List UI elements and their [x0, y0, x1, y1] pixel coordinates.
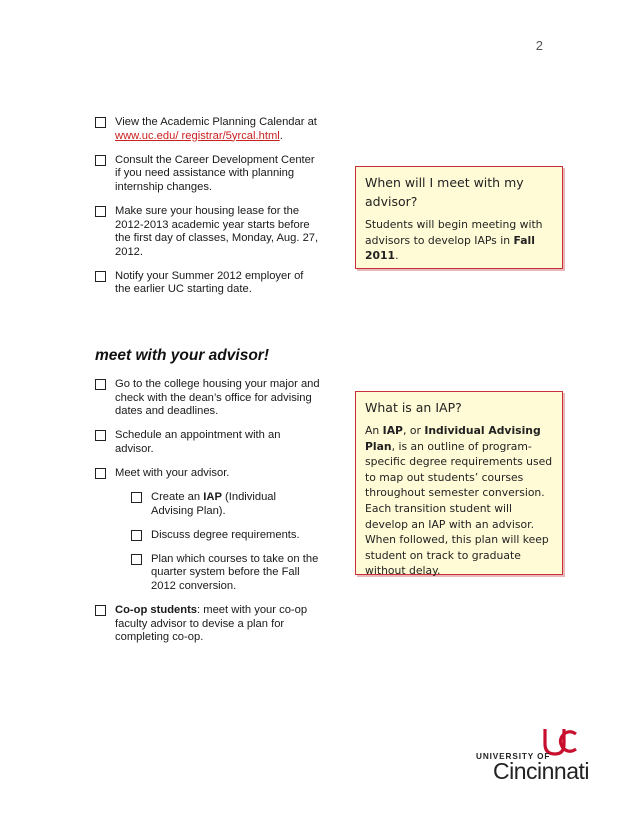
checklist-item: [95, 154, 320, 195]
callout-text: , is an outline of program-specific degree requirements used to map out students’ courses throughout semester conversion. Each transition student will develop an IAP with an advisor. When followed, this plan will keep student on track to graduate without delay.: [365, 439, 553, 578]
item-text: Create an: [151, 491, 204, 504]
item-text: View the Academic Planning Calendar at: [115, 116, 317, 128]
logo-cincinnati: Cincinnati: [493, 758, 589, 784]
checkbox-icon: [131, 492, 142, 503]
page-number: 2: [535, 38, 543, 53]
checklist-preparation: [95, 116, 320, 308]
checkbox-icon: [95, 605, 106, 616]
callout-text-bold: IAP: [382, 424, 403, 437]
item-text-end: .: [279, 129, 283, 142]
checklist-advisor: [95, 378, 320, 655]
calendar-link[interactable]: www.uc.edu/ registrar/5yrcal.html: [115, 129, 280, 142]
callout-title: When will I meet with my advisor?: [365, 175, 524, 209]
item-text: Consult the Career Development Center if you need assistance with planning internship changes.: [115, 153, 315, 193]
callout-body: [365, 217, 553, 264]
checkbox-icon: [95, 271, 106, 282]
callout-text: , or: [402, 424, 425, 437]
checklist-item: [95, 429, 320, 456]
logo-university-of: UNIVERSITY OF: [476, 752, 551, 761]
checklist-subitem: [131, 529, 320, 543]
item-text: Plan which courses to take on the quarter system before the Fall 2012 conversion.: [151, 552, 319, 593]
callout-text-bold: Individual Advising Plan: [365, 424, 541, 453]
callout-advisor-meeting: [355, 166, 563, 269]
item-text: Schedule an appointment with an advisor.: [115, 429, 281, 455]
callout-text: An: [365, 424, 383, 437]
callout-text: Students will begin meeting with advisors to develop IAPs in: [365, 218, 543, 247]
callout-title: What is an IAP?: [365, 400, 462, 415]
item-text: Go to the college housing your major and check with the dean’s office for advising dates and deadlines.: [115, 378, 320, 418]
callout-what-is-iap: [355, 391, 563, 578]
item-text: Notify your Summer 2012 employer of the earlier UC starting date.: [115, 269, 304, 296]
item-text: Discuss degree requirements.: [151, 528, 300, 541]
checklist-item: [95, 604, 320, 645]
checklist-item: [95, 270, 320, 297]
checklist-item: [95, 205, 320, 259]
checkbox-icon: [95, 379, 106, 390]
callout-text-bold: Fall 2011: [365, 233, 535, 263]
item-text-bold: IAP: [203, 491, 222, 504]
checkbox-icon: [131, 554, 142, 565]
checklist-item: [95, 467, 320, 481]
item-text-end: (Individual Advising Plan).: [151, 491, 277, 517]
checkbox-icon: [95, 117, 106, 128]
callout-text-end: .: [395, 249, 399, 263]
checkbox-icon: [131, 530, 142, 541]
item-text: Make sure your housing lease for the 2012-2013 academic year starts before the first day of classes, Monday, Aug. 27, 2012.: [115, 204, 319, 258]
checkbox-icon: [95, 206, 106, 217]
checklist-subitem: [131, 553, 320, 594]
checkbox-icon: [95, 468, 106, 479]
university-logo: [476, 727, 588, 782]
checklist-item: [95, 378, 320, 419]
item-text: : meet with your co-op faculty advisor to devise a plan for completing co-op.: [115, 604, 308, 644]
section-heading: meet with your advisor!: [95, 347, 269, 364]
item-text: Meet with your advisor.: [115, 466, 230, 479]
checklist-item: [95, 116, 320, 143]
checkbox-icon: [95, 430, 106, 441]
item-text-bold: Co-op students: [115, 604, 198, 617]
checkbox-icon: [95, 155, 106, 166]
callout-body: [365, 423, 553, 579]
checklist-subitem: [131, 491, 320, 518]
